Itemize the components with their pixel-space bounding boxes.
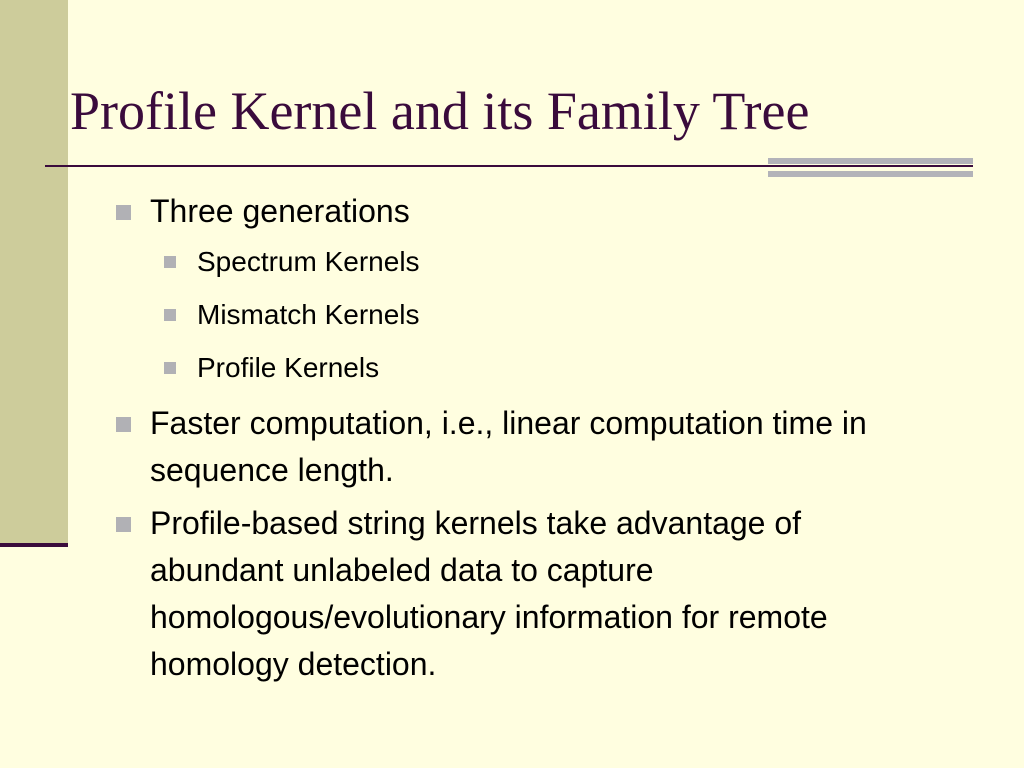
- bullet-list: [116, 188, 936, 694]
- slide-title: Profile Kernel and its Family Tree: [70, 81, 810, 141]
- square-bullet-icon: [164, 362, 176, 374]
- square-bullet-icon: [164, 309, 176, 321]
- bullet-text: Faster computation, i.e., linear computation time in sequence length.: [150, 405, 867, 488]
- sub-bullet-list: [116, 235, 936, 394]
- accent-bar-top: [768, 158, 973, 164]
- sub-bullet-item: [164, 341, 936, 394]
- square-bullet-icon: [116, 205, 131, 220]
- sub-bullet-text: Spectrum Kernels: [197, 246, 420, 277]
- bullet-text: Three generations: [150, 193, 410, 229]
- sub-bullet-item: [164, 235, 936, 288]
- accent-bar-bottom: [768, 171, 973, 177]
- sub-bullet-text: Mismatch Kernels: [197, 299, 420, 330]
- square-bullet-icon: [116, 517, 131, 532]
- left-accent-rule: [0, 543, 68, 547]
- square-bullet-icon: [116, 417, 131, 432]
- bullet-item: [116, 188, 936, 394]
- title-underline: [45, 165, 973, 167]
- bullet-text: Profile-based string kernels take advantage of abundant unlabeled data to capture homologous/evolutionary information for remote homology detection.: [150, 505, 828, 682]
- sub-bullet-item: [164, 288, 936, 341]
- sub-bullet-text: Profile Kernels: [197, 352, 380, 383]
- bullet-item: [116, 500, 936, 688]
- square-bullet-icon: [164, 256, 176, 268]
- left-decorative-band: [0, 0, 68, 543]
- bullet-item: [116, 400, 936, 494]
